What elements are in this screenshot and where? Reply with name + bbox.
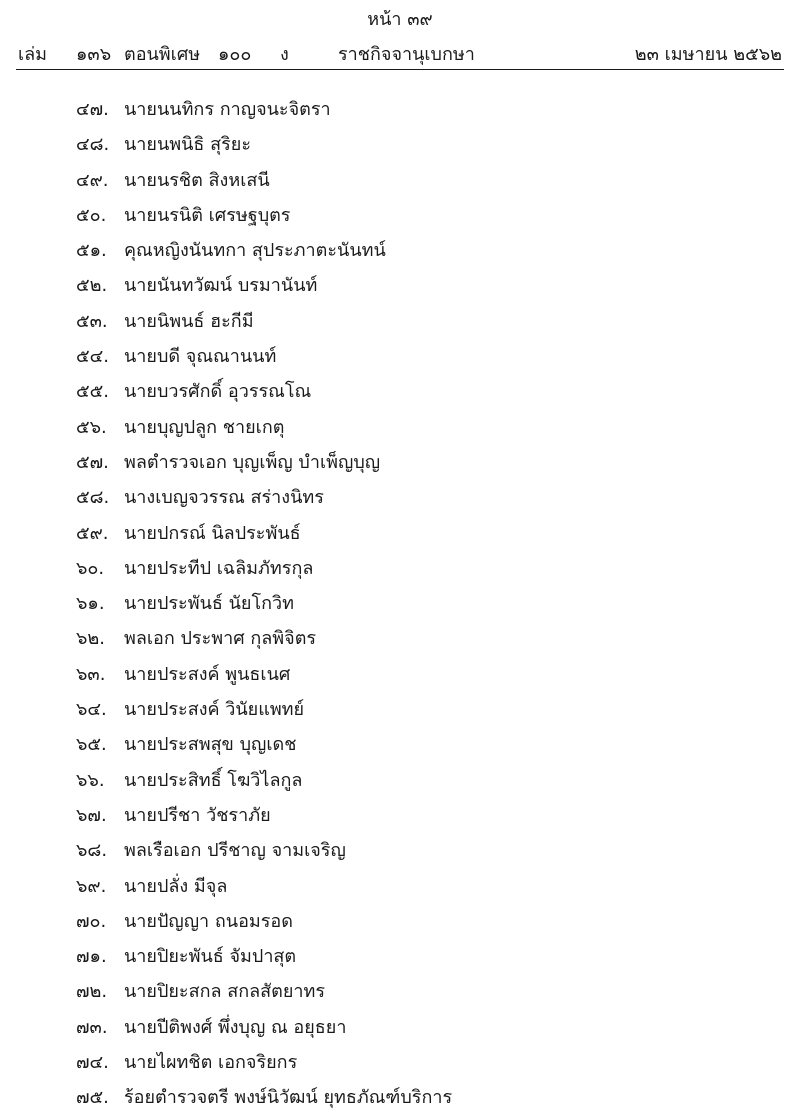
list-item xyxy=(0,166,800,201)
list-item xyxy=(0,448,800,483)
person-name: นางเบญจวรรณ สร่างนิทร xyxy=(124,487,324,509)
section-letter: ง xyxy=(280,44,289,65)
person-name: นายไผทชิต เอกจริยกร xyxy=(124,1052,298,1074)
section-number: ๑๐๐ xyxy=(218,44,252,65)
item-number: ๔๗. xyxy=(76,99,109,120)
person-name: พลเอก ประพาศ กุลพิจิตร xyxy=(124,628,317,650)
volume-label: เล่ม xyxy=(18,44,48,65)
person-name: นายนรชิต สิงหเสนี xyxy=(124,169,270,191)
list-item xyxy=(0,130,800,165)
person-name: นายปิยะพันธ์ จัมปาสุต xyxy=(124,946,297,968)
page-number: หน้า ๓๙ xyxy=(367,9,433,30)
item-number: ๗๔. xyxy=(76,1052,109,1074)
person-name: ร้อยตำรวจตรี พงษ์นิวัฒน์ ยุทธภัณฑ์บริการ xyxy=(124,1087,453,1109)
person-name: นายประพันธ์ นัยโกวิท xyxy=(124,593,294,615)
item-number: ๕๖. xyxy=(76,416,107,438)
gazette-header xyxy=(18,42,782,68)
publication-date: ๒๓ เมษายน ๒๕๖๒ xyxy=(634,44,782,65)
item-number: ๔๘. xyxy=(76,134,110,156)
list-item xyxy=(0,660,800,695)
list-item xyxy=(0,307,800,342)
item-number: ๖๒. xyxy=(76,628,106,650)
item-number: ๖๓. xyxy=(76,663,106,685)
list-item xyxy=(0,342,800,377)
list-item xyxy=(0,377,800,412)
list-item xyxy=(0,483,800,518)
list-item xyxy=(0,695,800,730)
item-number: ๖๕. xyxy=(76,734,107,756)
list-item xyxy=(0,1048,800,1083)
name-list xyxy=(0,95,800,1119)
person-name: นายปัญญา ถนอมรอด xyxy=(124,910,293,932)
list-item xyxy=(0,730,800,765)
list-item xyxy=(0,271,800,306)
item-number: ๖๐. xyxy=(76,557,105,579)
item-number: ๗๐. xyxy=(76,910,107,932)
person-name: นายนรนิติ เศรษฐบุตร xyxy=(124,204,291,226)
list-item xyxy=(0,236,800,271)
person-name: นายบดี จุณณานนท์ xyxy=(124,346,277,368)
person-name: คุณหญิงนันทกา สุประภาตะนันทน์ xyxy=(124,240,386,262)
person-name: นายประสพสุข บุญเดช xyxy=(124,734,297,756)
item-number: ๕๐. xyxy=(76,204,107,226)
item-number: ๕๒. xyxy=(76,275,108,297)
list-item xyxy=(0,1013,800,1048)
person-name: พลตำรวจเอก บุญเพ็ญ บำเพ็ญบุญ xyxy=(124,451,381,473)
person-name: นายนพนิธิ สุริยะ xyxy=(124,134,252,156)
person-name: นายปลั่ง มีจุล xyxy=(124,875,228,897)
list-item xyxy=(0,836,800,871)
item-number: ๕๕. xyxy=(76,381,109,403)
item-number: ๖๙. xyxy=(76,875,107,897)
item-number: ๕๓. xyxy=(76,310,108,332)
item-number: ๕๗. xyxy=(76,451,109,473)
person-name: นายบุญปลูก ชายเกตุ xyxy=(124,416,285,438)
list-item xyxy=(0,554,800,589)
item-number: ๗๒. xyxy=(76,981,108,1003)
item-number: ๔๙. xyxy=(76,169,109,191)
person-name: พลเรือเอก ปรีชาญ จามเจริญ xyxy=(124,840,346,862)
item-number: ๖๘. xyxy=(76,840,108,862)
section-label: ตอนพิเศษ xyxy=(124,44,201,65)
list-item xyxy=(0,95,800,130)
gazette-name: ราชกิจจานุเบกษา xyxy=(338,44,475,65)
list-item xyxy=(0,801,800,836)
person-name: นายปรีชา วัชราภัย xyxy=(124,804,271,826)
person-name: นายประสงค์ พูนธเนศ xyxy=(124,663,291,685)
list-item xyxy=(0,413,800,448)
list-item xyxy=(0,624,800,659)
list-item xyxy=(0,907,800,942)
list-item xyxy=(0,201,800,236)
list-item xyxy=(0,589,800,624)
person-name: นายประทีป เฉลิมภัทรกุล xyxy=(124,557,314,579)
person-name: นายประสงค์ วินัยแพทย์ xyxy=(124,699,305,721)
item-number: ๕๘. xyxy=(76,487,110,509)
person-name: นายนิพนธ์ ฮะกีมี xyxy=(124,310,254,332)
item-number: ๕๔. xyxy=(76,346,109,368)
item-number: ๖๗. xyxy=(76,804,107,826)
item-number: ๖๔. xyxy=(76,699,107,721)
person-name: นายประสิทธิ์ โฆวิไลกูล xyxy=(124,769,303,791)
person-name: นายนันทวัฒน์ บรมานันท์ xyxy=(124,275,318,297)
person-name: นายปีติพงศ์ พึ่งบุญ ณ อยุธยา xyxy=(124,1016,347,1038)
item-number: ๖๑. xyxy=(76,593,105,615)
item-number: ๗๓. xyxy=(76,1016,108,1038)
person-name: นายบวรศักดิ์ อุวรรณโณ xyxy=(124,381,312,403)
item-number: ๗๕. xyxy=(76,1087,109,1109)
header-divider xyxy=(16,69,784,70)
list-item xyxy=(0,1083,800,1118)
list-item xyxy=(0,872,800,907)
list-item xyxy=(0,519,800,554)
person-name: นายปกรณ์ นิลประพันธ์ xyxy=(124,522,301,544)
volume-number: ๑๓๖ xyxy=(76,44,112,65)
person-name: นายปิยะสกล สกลสัตยาทร xyxy=(124,981,326,1003)
item-number: ๕๙. xyxy=(76,522,109,544)
item-number: ๗๑. xyxy=(76,946,107,968)
item-number: ๖๖. xyxy=(76,769,105,791)
item-number: ๕๑. xyxy=(76,240,107,262)
list-item xyxy=(0,977,800,1012)
person-name: นายนนทิกร กาญจนะจิตรา xyxy=(124,99,331,120)
list-item xyxy=(0,942,800,977)
list-item xyxy=(0,766,800,801)
